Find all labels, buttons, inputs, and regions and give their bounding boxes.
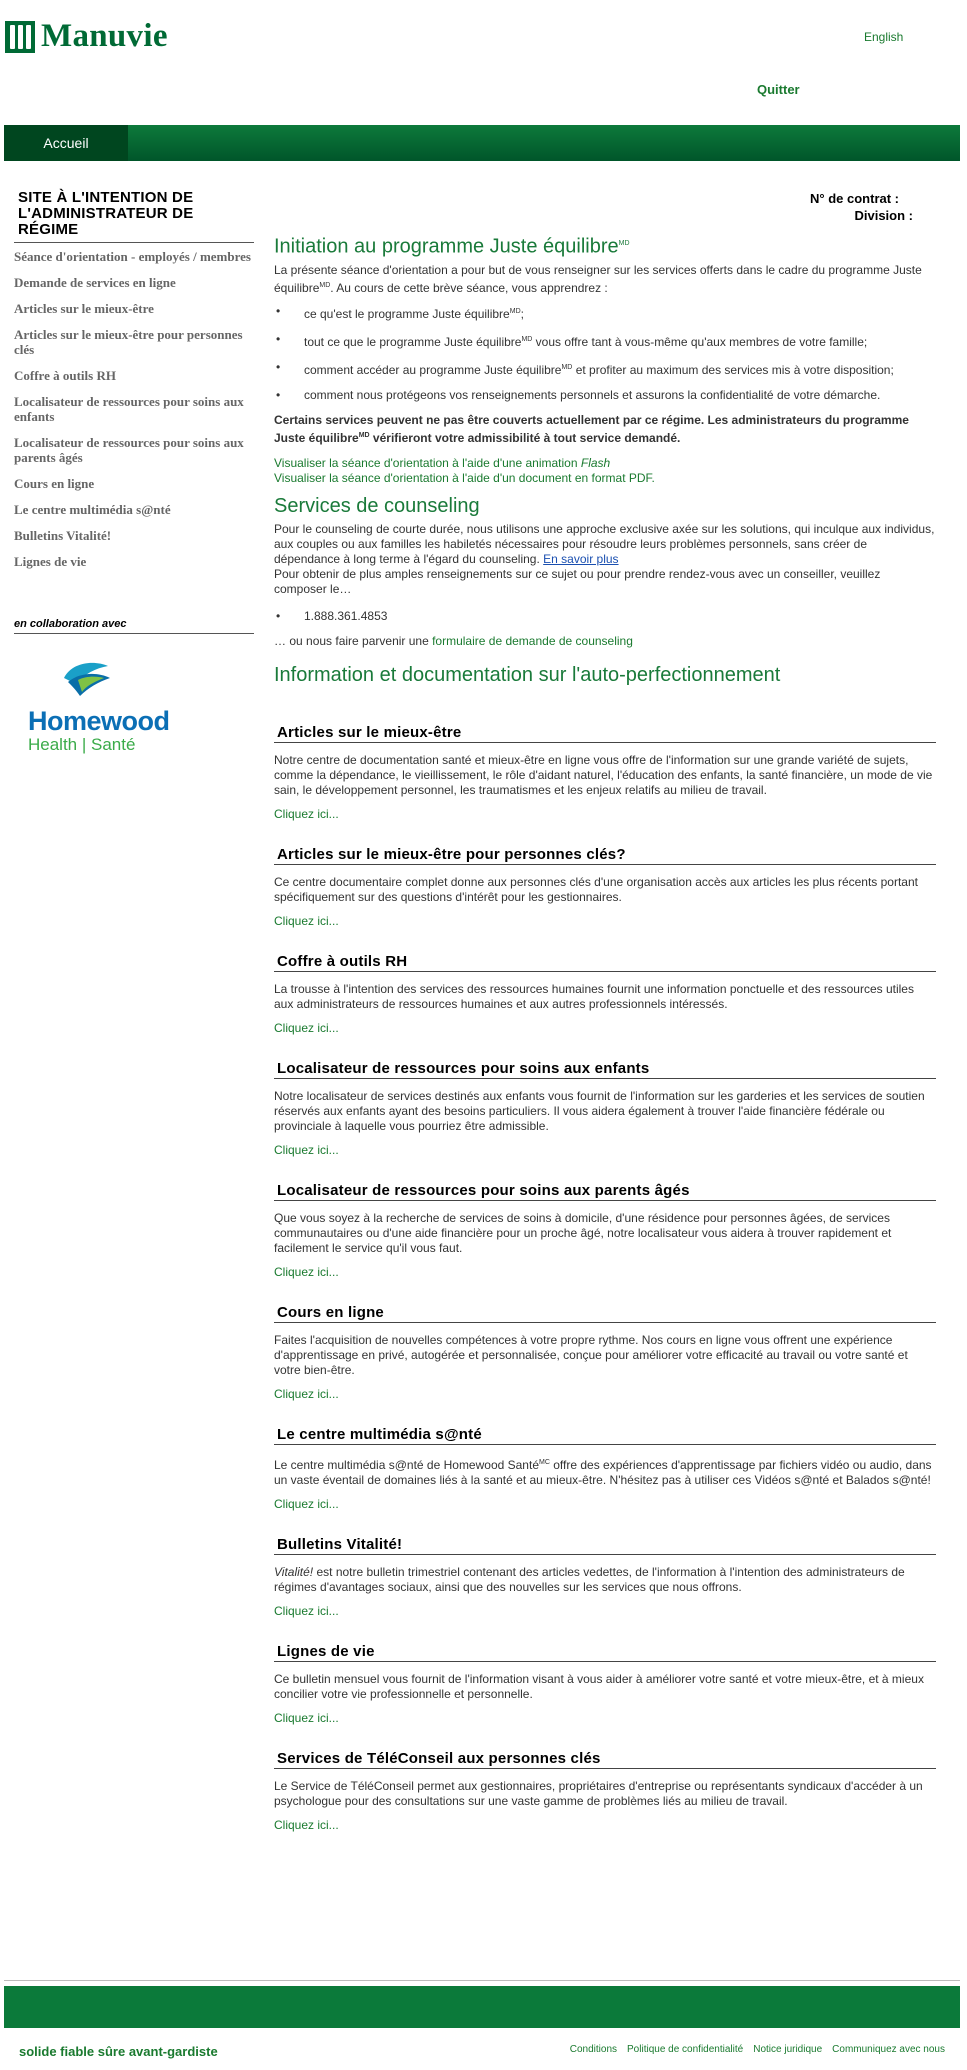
sidebar-item-online-request[interactable]: Demande de services en ligne (14, 275, 176, 290)
click-here-link[interactable]: Cliquez ici... (274, 1386, 339, 1401)
intro-bullets (274, 304, 936, 403)
intro-title: Initiation au programme Juste équilibre$^{MD}$ (274, 235, 630, 258)
section-text: Notre localisateur de services destinés aux enfants vous fournit de l'information sur les garderies et les services de soutien réservés aux enfants ayant des besoins particuliers. Il vous aidera également à trouver l'aide financière fédérale ou provinciale à laquelle vous pourriez être admissible. (274, 1088, 925, 1133)
list-item: • ce qu'est le programme Juste équilibre$^{MD}$; (274, 304, 936, 322)
phone-list (274, 609, 936, 624)
section-title: Localisateur de ressources pour soins aux enfants (274, 1061, 936, 1079)
click-here-link[interactable]: Cliquez ici... (274, 1603, 339, 1618)
click-here-link[interactable]: Cliquez ici... (274, 1496, 339, 1511)
list-item: • comment accéder au programme Juste équilibre$^{MD}$ et profiter au maximum des services mis à votre disposition; (274, 360, 936, 378)
language-link[interactable]: English (864, 30, 904, 44)
learn-more-link[interactable]: En savoir plus (543, 551, 619, 566)
sidebar-nav (14, 243, 254, 574)
sidebar-item-orientation[interactable]: Séance d'orientation - employés / membres (14, 249, 251, 264)
tab-home[interactable]: Accueil (4, 125, 128, 161)
list-item: • comment nous protégeons vos renseignements personnels et assurons la confidentialité de votre démarche. (274, 388, 936, 403)
section-hr-toolkit (274, 954, 936, 1036)
click-here-link[interactable]: Cliquez ici... (274, 1817, 339, 1832)
section-text: Vitalité! est notre bulletin trimestriel contenant des articles vedettes, de l'information à l'intention des administrateurs de régimes d'avantages sociaux, ainsi que des nouvelles sur les services que nous offrons. (274, 1564, 905, 1594)
footer-tagline: solide fiable sûre avant-gardiste (19, 2044, 218, 2059)
footer-link-legal[interactable]: Notice juridique (753, 2044, 823, 2055)
sidebar (14, 190, 254, 755)
section-vitality (274, 1537, 936, 1619)
division-label: Division : (854, 208, 913, 223)
selfhelp-title: Information et documentation sur l'auto-perfectionnement (274, 663, 781, 686)
section-online-courses (274, 1305, 936, 1402)
section-title: Coffre à outils RH (274, 954, 936, 972)
click-here-link[interactable]: Cliquez ici... (274, 806, 339, 821)
footer-divider (4, 1980, 960, 1981)
sidebar-item-online-courses[interactable]: Cours en ligne (14, 476, 95, 491)
section-title: Localisateur de ressources pour soins aux parents âgés (274, 1183, 936, 1201)
counseling-form-line: … ou nous faire parvenir une formulaire de demande de counseling (274, 633, 633, 648)
section-teleconseil (274, 1751, 936, 1833)
sidebar-item-childcare-locator[interactable]: Localisateur de ressources pour soins aux enfants (14, 394, 244, 424)
section-title: Lignes de vie (274, 1644, 936, 1662)
section-childcare (274, 1061, 936, 1158)
footer-link-conditions[interactable]: Conditions (569, 2044, 618, 2055)
click-here-link[interactable]: Cliquez ici... (274, 1710, 339, 1725)
section-multimedia (274, 1427, 936, 1512)
sidebar-item-wellness-articles[interactable]: Articles sur le mieux-être (14, 301, 154, 316)
click-here-link[interactable]: Cliquez ici... (274, 1264, 339, 1279)
counseling-paragraph: Pour le counseling de courte durée, nous utilisons une approche exclusive axée sur les solutions, qui inculque aux individus, aux couples ou aux familles les habiletés nécessaires pour résoudre leurs problèmes personnels, sans créer de dépendance à long terme à l'égard du counseling. En savoir plus Pour obtenir de plus amples renseignements sur ce sujet ou pour prendre rendez-vous avec un conseiller, veuillez composer le… (274, 521, 935, 596)
click-here-link[interactable]: Cliquez ici... (274, 1020, 339, 1035)
section-text: Que vous soyez à la recherche de services de soins à domicile, d'une résidence pour personnes âgées, de services communautaires ou d'une aide financière pour un proche âgé, notre localisateur vous aidera à trouver rapidement et facilement le service qu'il vous faut. (274, 1210, 892, 1255)
click-here-link[interactable]: Cliquez ici... (274, 913, 339, 928)
footer-link-privacy[interactable]: Politique de confidentialité (627, 2044, 744, 2055)
section-text: La trousse à l'intention des services des ressources humaines fournit une information ponctuelle et des ressources utiles aux administrateurs de ressources humaines et aux autres professionnels intéressés. (274, 981, 914, 1011)
sidebar-item-eldercare-locator[interactable]: Localisateur de ressources pour soins aux parents âgés (14, 435, 244, 465)
section-text: Notre centre de documentation santé et mieux-être en ligne vous offre de l'information sur une grande variété de sujets, comme la dépendance, le vieillissement, le rôle d'aidant naturel, l'éducation des enfants, la santé financière, un mode de vie sain, le développement personnel, les traumatismes et les enjeux relatifs au milieu de travail. (274, 752, 933, 797)
sidebar-item-wellness-articles-key[interactable]: Articles sur le mieux-être pour personnes clés (14, 327, 243, 357)
section-eldercare (274, 1183, 936, 1280)
section-text: Ce centre documentaire complet donne aux personnes clés d'une organisation accès aux articles les plus récents portant spécifiquement sur des questions d'intérêt pour les gestionnaires. (274, 874, 918, 904)
section-title: Articles sur le mieux-être pour personnes clés? (274, 847, 936, 865)
intro-paragraph: La présente séance d'orientation a pour but de vous renseigner sur les services offerts dans le cadre du programme Juste équilibre$^{MD}$. Au cours de cette brève séance, vous apprendrez : (274, 262, 922, 295)
coverage-note: Certains services peuvent ne pas être couverts actuellement par ce régime. Les administrateurs du programme Juste équilibre$^{MD}$ vérifieront votre admissibilité à tout service demandé. (274, 412, 909, 445)
quit-link[interactable]: Quitter (757, 82, 800, 97)
collaboration-label: en collaboration avec (14, 618, 254, 634)
main-content (274, 232, 936, 1833)
footer-link-contact[interactable]: Communiquez avec nous (832, 2044, 945, 2055)
section-title: Bulletins Vitalité! (274, 1537, 936, 1555)
contract-info (810, 190, 913, 224)
top-navigation-bar (4, 125, 960, 161)
section-title: Cours en ligne (274, 1305, 936, 1323)
section-wellness-key (274, 847, 936, 929)
sidebar-title: SITE À L'INTENTION DE L'ADMINISTRATEUR DE RÉGIME (14, 190, 254, 243)
sidebar-item-vitality[interactable]: Bulletins Vitalité! (14, 528, 112, 543)
section-wellness-articles (274, 725, 936, 822)
flash-orientation-link[interactable]: Visualiser la séance d'orientation à l'aide d'une animation Flash (274, 455, 611, 470)
homewood-logo (28, 658, 188, 755)
phone-number: • 1.888.361.4853 (274, 609, 936, 624)
section-lifelines (274, 1644, 936, 1726)
brand-name: Manuvie (41, 18, 168, 54)
sidebar-item-lifelines[interactable]: Lignes de vie (14, 554, 87, 569)
partner-subtitle: Health | Santé (28, 735, 136, 754)
counseling-form-link[interactable]: formulaire de demande de counseling (432, 633, 633, 648)
pdf-orientation-link[interactable]: Visualiser la séance d'orientation à l'aide d'un document en format PDF. (274, 470, 655, 485)
section-title: Articles sur le mieux-être (274, 725, 936, 743)
section-text: Faites l'acquisition de nouvelles compétences à votre propre rythme. Nos cours en ligne vous offrent une expérience d'apprentissage en privé, autogérée et personnalisée, conçue pour améliorer votre efficacité au travail ou votre santé et votre bien-être. (274, 1332, 908, 1377)
manuvie-logo-icon (5, 21, 35, 53)
footer-bar (4, 1986, 960, 2028)
section-title: Le centre multimédia s@nté (274, 1427, 936, 1445)
sidebar-item-hr-toolkit[interactable]: Coffre à outils RH (14, 368, 116, 383)
homewood-leaf-icon (58, 658, 114, 698)
section-text: Ce bulletin mensuel vous fournit de l'information visant à vous aider à améliorer votre santé et votre mieux-être, et à mieux concilier votre vie professionnelle et personnelle. (274, 1671, 924, 1701)
manuvie-logo[interactable] (5, 18, 168, 55)
footer-links (570, 2044, 945, 2055)
sidebar-item-multimedia[interactable]: Le centre multimédia s@nté (14, 502, 171, 517)
section-title: Services de TéléConseil aux personnes clés (274, 1751, 936, 1769)
counseling-title: Services de counseling (274, 494, 480, 517)
contract-number-label: N° de contrat : (810, 191, 899, 206)
list-item: • tout ce que le programme Juste équilibre$^{MD}$ vous offre tant à vous-même qu'aux membres de votre famille; (274, 332, 936, 350)
partner-name: Homewood (28, 706, 170, 736)
section-text: Le Service de TéléConseil permet aux gestionnaires, propriétaires d'entreprise ou représentants syndicaux d'accéder à un psychologue pour des consultations sur une vaste gamme de problèmes liés au milieu de travail. (274, 1778, 923, 1808)
click-here-link[interactable]: Cliquez ici... (274, 1142, 339, 1157)
section-text: Le centre multimédia s@nté de Homewood Santé$^{MC}$ offre des expériences d'apprentissage par fichiers vidéo ou audio, dans un vaste éventail de domaines liés à la santé et au mieux-être. N'hésitez pas à utiliser ces Vidéos s@nté et Balados s@nté! (274, 1457, 932, 1487)
